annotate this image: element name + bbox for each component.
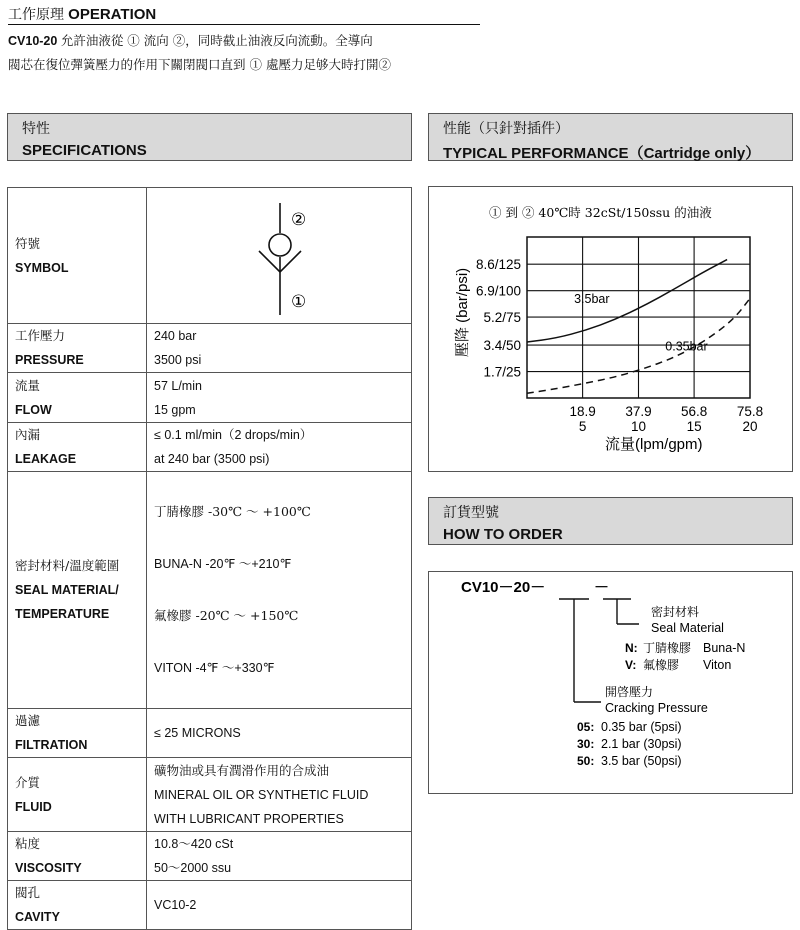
pressure-row: 工作壓力 PRESSURE 240 bar 3500 psi — [8, 324, 412, 373]
seal-row: 密封材料/溫度範圍 SEAL MATERIAL/ TEMPERATURE 丁腈橡膠 -30℃ ～ +100℃ BUNA-N -20℉ ～+210℉ 氟橡膠 -20℃ ～ +150℃ VITON -4℉ ～+330℉ — [8, 472, 412, 709]
x-tick-label-gpm: 15 — [686, 419, 702, 434]
specifications-table — [7, 187, 412, 930]
chart-grid — [527, 237, 750, 398]
operation-line-1: CV10-20 允許油液從 ① 流向 ②，同時截止油液反向流動。全導向 — [8, 33, 373, 48]
title-underline — [8, 24, 480, 25]
crack-opt-05-code: 05: — [577, 720, 595, 734]
x-tick-label-lpm: 18.9 — [569, 404, 596, 419]
seal-opt-n-cn: 丁腈橡膠 — [643, 641, 692, 655]
crack-opt-50-value: 3.5 bar (50psi) — [601, 754, 682, 768]
seal-opt-v-cn: 氟橡膠 — [643, 658, 680, 672]
check-valve-symbol — [227, 191, 387, 321]
y-tick-label: 3.4/50 — [483, 338, 521, 354]
order-dash: － — [594, 579, 610, 596]
symbol-row: 符號 SYMBOL ② ① — [8, 188, 412, 324]
performance-header: 性能（只針對插件） TYPICAL PERFORMANCE（Cartridge only） — [428, 113, 793, 161]
order-code-diagram — [429, 572, 792, 793]
performance-chart-box — [428, 186, 793, 472]
series-line-3-5bar — [527, 260, 727, 342]
y-tick-label: 5.2/75 — [483, 310, 521, 326]
specifications-header: 特性 SPECIFICATIONS — [7, 113, 412, 161]
x-tick-label-lpm: 75.8 — [736, 404, 764, 419]
x-tick-label-lpm: 56.8 — [680, 404, 708, 419]
leakage-row: 內漏 LEAKAGE ≤ 0.1 ml/min（2 drops/min） at 240 bar (3500 psi) — [8, 423, 412, 472]
crack-label-en: Cracking Pressure — [605, 701, 708, 715]
order-box — [428, 571, 793, 794]
seal-opt-n-en: Buna-N — [703, 641, 746, 655]
crack-opt-50-code: 50: — [577, 754, 595, 768]
port-1-label: ① — [291, 292, 307, 311]
operation-line-2: 閥芯在復位彈簧壓力的作用下關閉閥口直到 ① 處壓力足够大時打開② — [8, 57, 391, 72]
y-tick-label: 6.9/100 — [475, 283, 521, 299]
seal-opt-v-code: V: — [625, 658, 637, 672]
chart-title: ① 到 ② 40℃時 32cSt/150ssu 的油液 — [489, 205, 712, 220]
crack-opt-30-value: 2.1 bar (30psi) — [601, 737, 682, 751]
flow-row: 流量 FLOW 57 L/min 15 gpm — [8, 373, 412, 423]
seal-label-cn: 密封材料 — [651, 605, 700, 619]
seal-opt-n-code: N: — [625, 641, 638, 655]
x-tick-label-gpm: 5 — [578, 419, 587, 434]
crack-label-cn: 開啓壓力 — [605, 685, 654, 699]
operation-title: 工作原理 OPERATION — [8, 6, 157, 23]
y-tick-label: 1.7/25 — [483, 364, 521, 380]
port-2-label: ② — [291, 210, 307, 229]
x-tick-label-gpm: 20 — [742, 419, 758, 434]
y-tick-label: 8.6/125 — [475, 257, 521, 273]
x-tick-label-gpm: 10 — [630, 419, 647, 434]
series-label-0-35bar: 0.35bar — [665, 339, 708, 354]
seal-opt-v-en: Viton — [703, 658, 732, 672]
fluid-row: 介質 FLUID 礦物油或具有潤滑作用的合成油 MINERAL OIL OR SYNTHETIC FLUID WITH LUBRICANT PROPERTIES — [8, 758, 412, 832]
x-tick-label-lpm: 37.9 — [625, 404, 652, 419]
seal-label-en: Seal Material — [651, 621, 724, 635]
crack-opt-05-value: 0.35 bar (5psi) — [601, 720, 682, 734]
cavity-row: 閥孔 CAVITY VC10-2 — [8, 881, 412, 930]
order-header: 訂貨型號 HOW TO ORDER — [428, 497, 793, 545]
x-axis-label: 流量(lpm/gpm) — [605, 436, 703, 453]
series-label-3-5bar: 3.5bar — [574, 292, 610, 307]
filtration-row: 過濾 FILTRATION ≤ 25 MICRONS — [8, 709, 412, 758]
crack-opt-30-code: 30: — [577, 737, 595, 751]
viscosity-row: 粘度 VISCOSITY 10.8～420 cSt 50～2000 ssu — [8, 832, 412, 881]
order-model: CV10－20－ — [461, 579, 546, 596]
performance-chart — [429, 187, 792, 471]
y-axis-label: 壓降 (bar/psi) — [454, 267, 471, 357]
